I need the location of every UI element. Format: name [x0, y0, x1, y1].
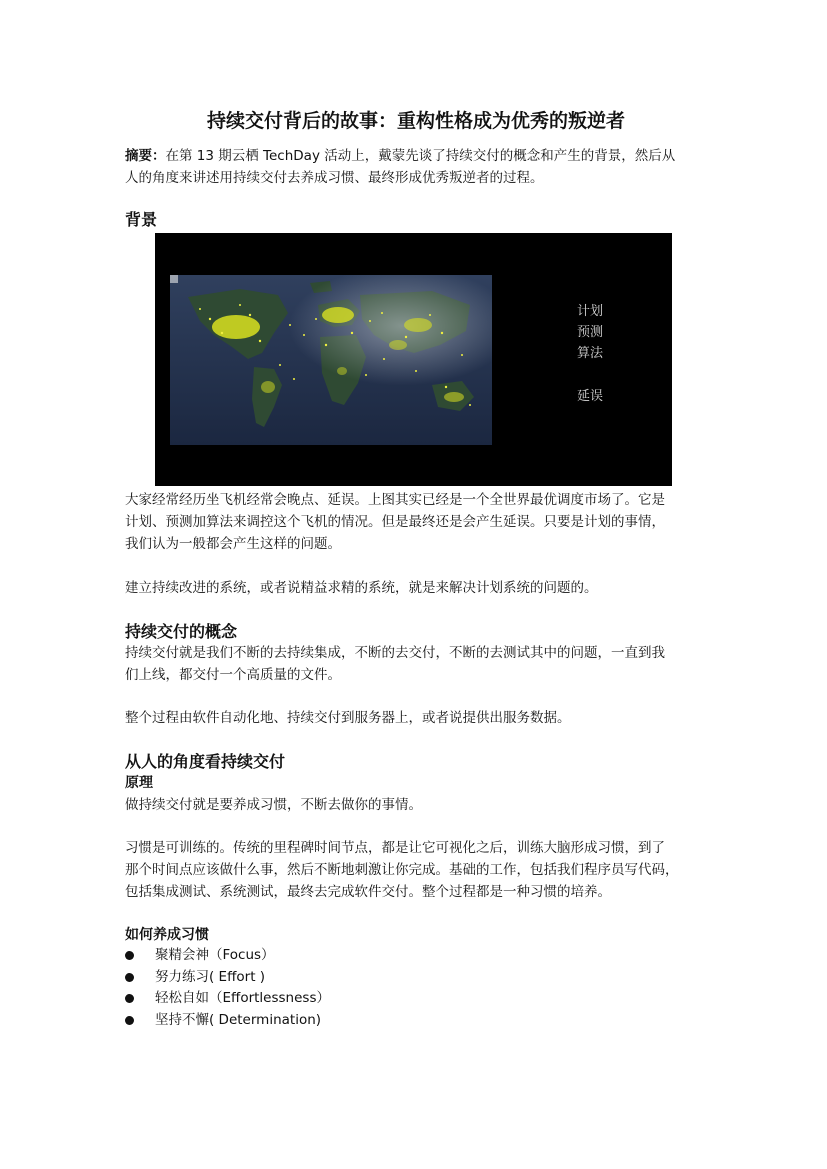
bullet-dot-icon — [125, 973, 134, 982]
abstract-label: 摘要： — [125, 148, 166, 164]
principle-para2-line1: 习惯是可训练的。传统的里程碑时间节点，都是让它可视化之后，训练大脑形成习惯，到了 — [125, 840, 665, 856]
heading-concept: 持续交付的概念 — [125, 622, 238, 641]
subheading-principle: 原理 — [125, 775, 153, 791]
figure-label-forecast: 预测 — [577, 325, 604, 340]
subheading-build-habits: 如何养成习惯 — [125, 927, 209, 943]
background-para1-line3: 我们认为一般都会产生这样的问题。 — [125, 536, 341, 552]
figure-label-plan: 计划 — [577, 304, 604, 319]
principle-para2-line2: 那个时间点应该做什么事，然后不断地刺激让你完成。基础的工作，包括我们程序员写代码， — [125, 862, 679, 878]
principle-para1: 做持续交付就是要养成习惯，不断去做你的事情。 — [125, 797, 422, 813]
list-item: 轻松自如（Effortlessness） — [125, 988, 330, 1010]
principle-para2-line3: 包括集成测试、系统测试，最终去完成软件交付。整个过程都是一种习惯的培养。 — [125, 884, 611, 900]
world-map-image — [170, 275, 492, 445]
concept-para2: 整个过程由软件自动化地、持续交付到服务器上，或者说提供出服务数据。 — [125, 710, 571, 726]
bullet-dot-icon — [125, 951, 134, 960]
concept-para1-line1: 持续交付就是我们不断的去持续集成，不断的去交付，不断的去测试其中的问题，一直到我 — [125, 645, 665, 661]
bullet-dot-icon — [125, 1016, 134, 1025]
abstract-line-2: 人的角度来讲述用持续交付去养成习惯、最终形成优秀叛逆者的过程。 — [125, 170, 544, 186]
figure-label-algorithm: 算法 — [577, 346, 604, 361]
habit-list — [125, 945, 330, 1031]
list-item: 坚持不懈( Determination) — [125, 1010, 330, 1032]
background-para1-line2: 计划、预测加算法来调控这个飞机的情况。但是最终还是会产生延误。只要是计划的事情， — [125, 514, 665, 530]
list-item: 聚精会神（Focus） — [125, 945, 330, 967]
concept-para1-line2: 们上线，都交付一个高质量的文件。 — [125, 667, 341, 683]
background-para2: 建立持续改进的系统，或者说精益求精的系统，就是来解决计划系统的问题的。 — [125, 580, 598, 596]
list-item: 努力练习( Effort ) — [125, 967, 330, 989]
heading-background: 背景 — [125, 210, 158, 229]
background-para1-line1: 大家经常经历坐飞机经常会晚点、延误。上图其实已经是一个全世界最优调度市场了。它是 — [125, 492, 665, 508]
world-flight-map-figure — [155, 233, 672, 486]
bullet-dot-icon — [125, 994, 134, 1003]
figure-label-delay: 延误 — [577, 389, 604, 404]
document-title: 持续交付背后的故事：重构性格成为优秀的叛逆者 — [206, 110, 625, 132]
abstract-line-1 — [125, 145, 707, 167]
abstract-text-1: 在第 13 期云栖 TechDay 活动上，戴蒙先谈了持续交付的概念和产生的背景，然后从 — [165, 148, 676, 164]
heading-human-perspective: 从人的角度看持续交付 — [125, 752, 286, 771]
figure-side-labels — [577, 301, 603, 407]
